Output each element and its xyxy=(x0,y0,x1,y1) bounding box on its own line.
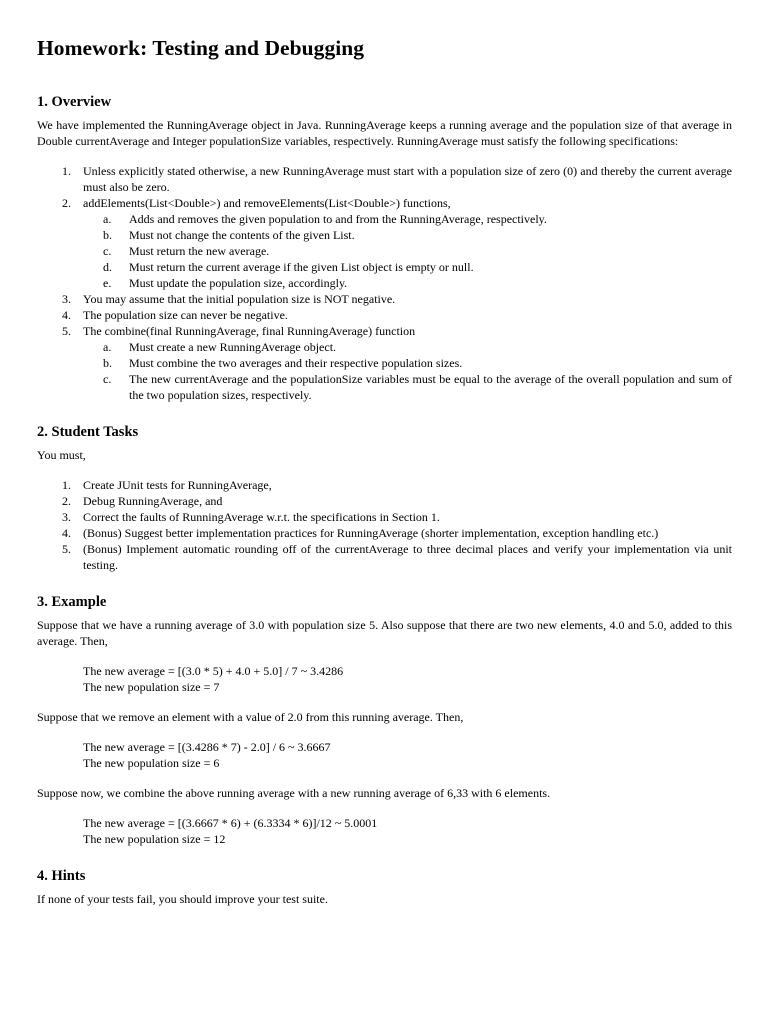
task-number: 3. xyxy=(62,510,71,524)
task-list xyxy=(37,477,732,573)
example-calculation: The new average = [(3.4286 * 7) - 2.0] / 6 ~ 3.6667 xyxy=(83,740,331,754)
subitem-text: Must update the population size, accordingly. xyxy=(129,276,348,290)
example-paragraph: Suppose that we remove an element with a value of 2.0 from this running average. Then, xyxy=(37,710,464,724)
spec-subitem xyxy=(83,339,732,355)
task-text: Create JUnit tests for RunningAverage, xyxy=(83,478,272,492)
spec-item xyxy=(37,195,732,291)
subitem-text: Adds and removes the given population to and from the RunningAverage, respectively. xyxy=(129,212,547,226)
spec-item xyxy=(37,307,732,323)
subitem-letter: a. xyxy=(103,340,112,354)
overview-heading: 1. Overview xyxy=(37,94,112,110)
example-paragraph: Suppose that we have a running average of 3.0 with population size 5. Also suppose that there are two new elements, 4.0 and 5.0, added to this average. Then, xyxy=(37,618,732,648)
task-item xyxy=(37,525,732,541)
subitem-text: Must return the current average if the given List object is empty or null. xyxy=(129,260,474,274)
task-number: 4. xyxy=(62,526,71,540)
spec-subitem xyxy=(83,371,732,403)
hints-section xyxy=(37,867,732,907)
task-item xyxy=(37,493,732,509)
subitem-text: Must return the new average. xyxy=(129,244,270,258)
spec-subitem xyxy=(83,211,732,227)
subitem-letter: b. xyxy=(103,356,112,370)
spec-number: 1. xyxy=(62,164,71,178)
example-calculation: The new population size = 12 xyxy=(83,832,226,846)
spec-text: addElements(List<Double>) and removeElements(List<Double>) functions, xyxy=(83,196,451,210)
spec-number: 2. xyxy=(62,196,71,210)
spec-subitem xyxy=(83,227,732,243)
subitem-text: Must combine the two averages and their respective population sizes. xyxy=(129,356,463,370)
task-item xyxy=(37,541,732,573)
document-title: Homework: Testing and Debugging xyxy=(37,36,365,60)
spec-number: 5. xyxy=(62,324,71,338)
spec-item xyxy=(37,163,732,195)
spec-number: 4. xyxy=(62,308,71,322)
task-number: 1. xyxy=(62,478,71,492)
task-text: Correct the faults of RunningAverage w.r.t. the specifications in Section 1. xyxy=(83,510,440,524)
task-text: (Bonus) Suggest better implementation practices for RunningAverage (shorter implementation, exception handling etc.) xyxy=(83,526,659,540)
example-calculation: The new population size = 7 xyxy=(83,680,220,694)
spec-sublist xyxy=(83,339,732,403)
subitem-text: The new currentAverage and the populationSize variables must be equal to the average of the overall population and sum of the two population sizes, respectively. xyxy=(129,372,732,402)
spec-subitem xyxy=(83,355,732,371)
example-heading: 3. Example xyxy=(37,594,107,610)
subitem-text: Must not change the contents of the given List. xyxy=(129,228,355,242)
subitem-text: Must create a new RunningAverage object. xyxy=(129,340,337,354)
task-item xyxy=(37,477,732,493)
task-number: 5. xyxy=(62,542,71,556)
example-paragraph: Suppose now, we combine the above running average with a new running average of 6,33 with 6 elements. xyxy=(37,786,551,800)
subitem-letter: b. xyxy=(103,228,112,242)
task-text: (Bonus) Implement automatic rounding off of the currentAverage to three decimal places and verify your implementation via unit testing. xyxy=(83,542,732,572)
spec-item xyxy=(37,291,732,307)
student-tasks-intro: You must, xyxy=(37,448,86,462)
student-tasks-section xyxy=(37,423,732,573)
spec-text: You may assume that the initial population size is NOT negative. xyxy=(83,292,396,306)
hints-text: If none of your tests fail, you should improve your test suite. xyxy=(37,892,328,906)
spec-subitem xyxy=(83,259,732,275)
spec-text: The population size can never be negative. xyxy=(83,308,288,322)
task-number: 2. xyxy=(62,494,71,508)
hints-heading: 4. Hints xyxy=(37,868,86,884)
spec-item xyxy=(37,323,732,403)
overview-section xyxy=(37,93,732,403)
student-tasks-heading: 2. Student Tasks xyxy=(37,424,139,440)
task-text: Debug RunningAverage, and xyxy=(83,494,223,508)
spec-text: Unless explicitly stated otherwise, a new RunningAverage must start with a population size of zero (0) and thereby the current average must also be zero. xyxy=(83,164,732,194)
subitem-letter: c. xyxy=(103,244,112,258)
subitem-letter: d. xyxy=(103,260,112,274)
spec-subitem xyxy=(83,275,732,291)
spec-sublist xyxy=(83,211,732,291)
spec-subitem xyxy=(83,243,732,259)
specification-list xyxy=(37,163,732,403)
task-item xyxy=(37,509,732,525)
subitem-letter: a. xyxy=(103,212,112,226)
example-section xyxy=(37,593,732,847)
overview-intro: We have implemented the RunningAverage object in Java. RunningAverage keeps a running average and the population size of that average in Double currentAverage and Integer populationSize variables, respectively. RunningAverage must satisfy the following specifications: xyxy=(37,118,732,148)
subitem-letter: c. xyxy=(103,372,112,386)
spec-number: 3. xyxy=(62,292,71,306)
subitem-letter: e. xyxy=(103,276,112,290)
example-calculation: The new average = [(3.6667 * 6) + (6.3334 * 6)]/12 ~ 5.0001 xyxy=(83,816,378,830)
spec-text: The combine(final RunningAverage, final RunningAverage) function xyxy=(83,324,416,338)
example-calculation: The new population size = 6 xyxy=(83,756,220,770)
example-calculation: The new average = [(3.0 * 5) + 4.0 + 5.0] / 7 ~ 3.4286 xyxy=(83,664,344,678)
